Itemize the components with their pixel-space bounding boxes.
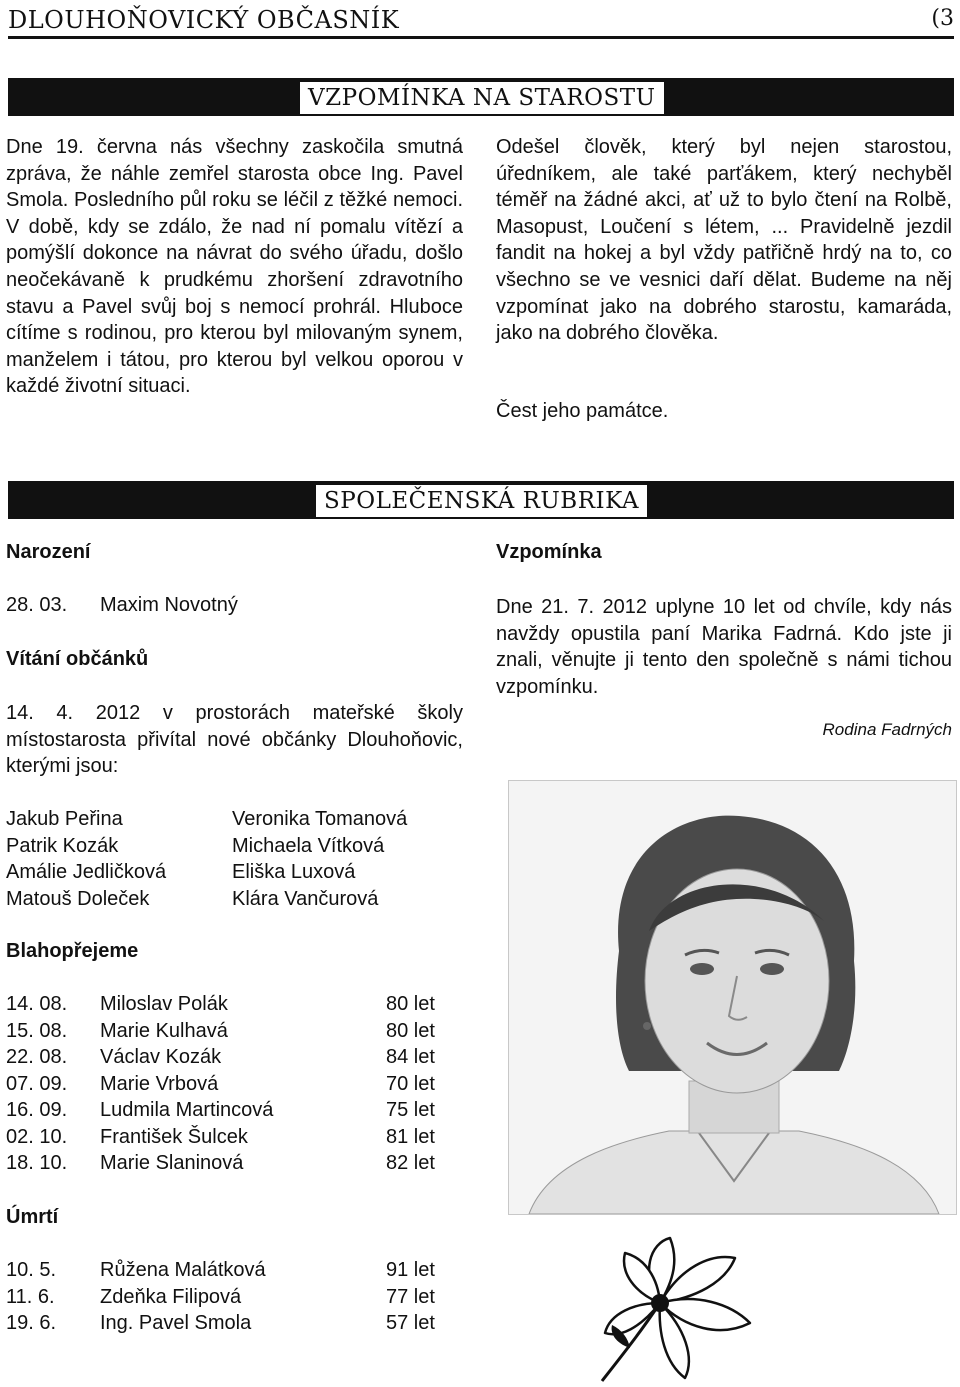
congrats-row [0,993,460,1019]
congrats-date: 16. 09. [6,1099,68,1121]
death-age: 57 let [386,1312,435,1334]
child-name: Matouš Doleček [6,887,150,910]
congrats-age: 70 let [386,1073,435,1095]
congrats-date: 07. 09. [6,1073,68,1095]
deaths-row [0,1259,460,1285]
birth-entry [0,594,460,620]
memorial-right-paragraph: Odešel člověk, který byl nejen starostou, úředníkem, ale také parťákem, který nechyběl téměř na žádné akci, ať už to bylo čtení na Rolbě, Masopust, Loučení s létem, ... Pravidelně jezdil fandit na hokej a byl vždy patřičně hrdý na to, co všechno se ve vesnici daří dělat. Budeme na něj vzpomínat jako na dobrého starostu, kamaráda, jako na dobrého člověka. [496,136,952,345]
congrats-name: Marie Vrbová [100,1073,219,1095]
congrats-age: 84 let [386,1046,435,1068]
child-name: Patrik Kozák [6,834,119,857]
society-section-title: SPOLEČENSKÁ RUBRIKA [316,485,647,517]
society-section-bar [8,481,954,519]
memorial-section-bar [8,78,954,116]
congrats-date: 02. 10. [6,1126,68,1148]
newsletter-header [8,0,954,39]
portrait-photo [508,780,957,1215]
congrats-age: 82 let [386,1152,435,1174]
birth-name: Maxim Novotný [100,594,238,616]
child-name: Klára Vančurová [232,887,379,910]
page-number: (3 [931,6,954,31]
deaths-heading: Úmrtí [6,1206,59,1228]
deaths-row [0,1312,460,1338]
congrats-age: 80 let [386,1020,435,1042]
death-date: 10. 5. [6,1259,57,1281]
congrats-name: Marie Slaninová [100,1152,244,1174]
congrats-age: 75 let [386,1099,435,1121]
remembrance-signature: Rodina Fadrných [822,720,952,739]
memorial-section-title: VZPOMÍNKA NA STAROSTU [300,82,664,114]
congrats-date: 22. 08. [6,1046,68,1068]
remembrance-heading: Vzpomínka [496,541,602,563]
welcome-names-right [232,806,407,912]
welcome-names-left [6,806,166,912]
congrats-heading: Blahopřejeme [6,940,139,962]
child-name: Eliška Luxová [232,861,356,884]
death-age: 77 let [386,1286,435,1308]
newsletter-title: DLOUHOŇOVICKÝ OBČASNÍK [8,6,400,34]
death-name: Ing. Pavel Smola [100,1312,252,1334]
death-name: Zdeňka Filipová [100,1286,242,1308]
death-date: 19. 6. [6,1312,57,1334]
congrats-row [0,1099,460,1125]
congrats-age: 81 let [386,1126,435,1148]
death-date: 11. 6. [6,1286,55,1308]
congrats-name: Václav Kozák [100,1046,222,1068]
congrats-date: 15. 08. [6,1020,68,1042]
memorial-closing: Čest jeho památce. [496,400,669,422]
welcome-text: 14. 4. 2012 v prostorách mateřské školy místostarosta přivítal nové občánky Dlouhoňovic, kterými jsou: [6,702,463,778]
congrats-name: Miloslav Polák [100,993,228,1015]
congrats-row [0,1152,460,1178]
congrats-name: František Šulcek [100,1126,248,1148]
child-name: Veronika Tomanová [232,808,408,830]
congrats-name: Marie Kulhavá [100,1020,228,1042]
child-name: Jakub Peřina [6,808,123,830]
death-name: Růžena Malátková [100,1259,266,1281]
congrats-name: Ludmila Martincová [100,1099,274,1121]
welcome-heading: Vítání občánků [6,648,149,670]
death-age: 91 let [386,1259,435,1281]
congrats-date: 14. 08. [6,993,68,1015]
congrats-row [0,1073,460,1099]
remembrance-text: Dne 21. 7. 2012 uplyne 10 let od chvíle, kdy nás navždy opustila paní Marika Fadrná. Kdo jste ji znali, věnujte ji tento den společně s námi tichou vzpomínku. [496,596,952,698]
child-name: Michaela Vítková [232,834,385,857]
congrats-age: 80 let [386,993,435,1015]
congrats-row [0,1046,460,1072]
portrait-illustration [509,781,956,1214]
congrats-date: 18. 10. [6,1152,68,1174]
child-name: Amálie Jedličková [6,861,167,884]
births-heading: Narození [6,541,91,563]
birth-date: 28. 03. [6,594,68,616]
memorial-left-paragraph: Dne 19. června nás všechny zaskočila smutná zpráva, že náhle zemřel starosta obce Ing. Pavel Smola. Posledního půl roku se léčil z těžké nemoci. V době, kdy se zdálo, že nad ní pomalu vítězí a pomýšlí dokonce na návrat do svého úřadu, došlo neočekávaně k prudkému zhoršení zdravotního stavu a Pavel svůj boj s nemocí prohrál. Hluboce cítíme s rodinou, pro kterou byl milovaným synem, manželem i tátou, pro kterou byl velkou oporou v každé životní situaci. [6,136,463,398]
congrats-row [0,1126,460,1152]
deaths-row [0,1286,460,1312]
congrats-row [0,1020,460,1046]
flower-illustration [600,1233,770,1383]
